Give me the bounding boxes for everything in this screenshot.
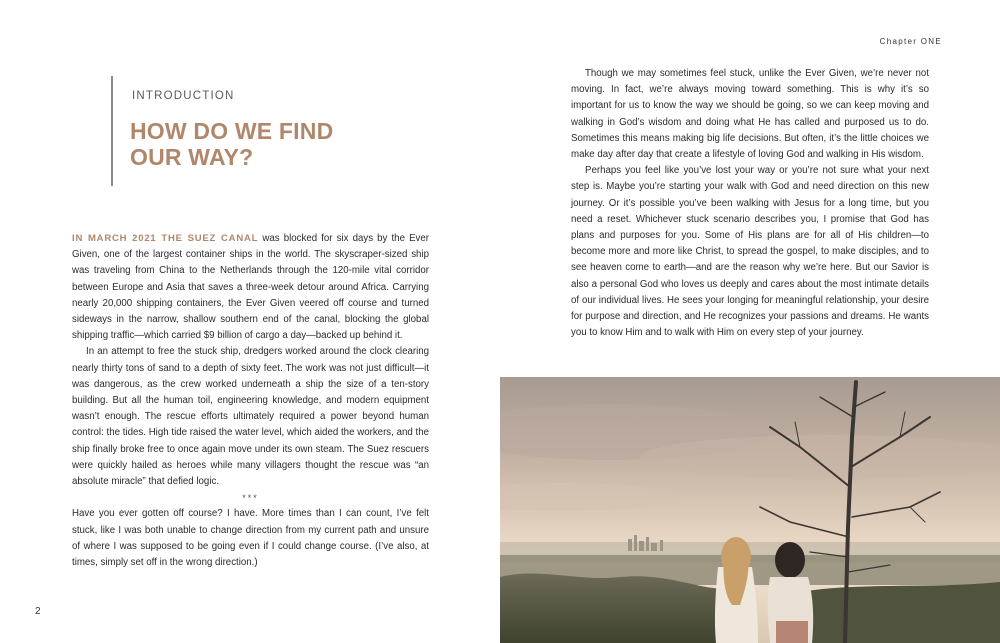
paragraph-off-course: Have you ever gotten off course? I have. More times than I can count, I’ve felt stuck, like I was both unable to change direction from my current path and unsure of where I was supposed to be going even if I could change course. (I’ve also, at times, simply set off in the wrong direction.) [72,508,429,569]
paragraph-never-not-moving: Though we may sometimes feel stuck, unlike the Ever Given, we’re never not moving. In fact, we’re always moving toward something. This is why it’s so important for us to know the way we should be going, so we can keep moving and walking in God’s wisdom and doing what He has called and purposed us to do. Sometimes this means making big life decisions. But often, it’s the little choices we make day after day that create a lifestyle of loving God and walking in His wisdom. [571,68,929,161]
foreground-hill-right [800,582,1000,643]
photo-two-women-overlooking-city [500,377,1000,643]
paragraph-suez-canal-body: was blocked for six days by the Ever Given, one of the largest container ships in the world. The skyscraper-sized ship was traveling from China to the Netherlands through the 120-mile vital corridor between Europe and Asia that saves a three-week detour around Africa. Carrying nearly 20,000 shipping containers, the Ever Given veered off course and turned sideways in the narrow, shallow southern end of the canal, blocking the global shipping traffic—which carried $9 billion of cargo a day—backed up behind it. [72,233,429,342]
paragraph-rescue: In an attempt to free the stuck ship, dredgers worked around the clock clearing nearly thirty tons of sand to a depth of sixty feet. The work was not just difficult—it was dangerous, as the crew worked underneath a ship the size of a ten-story building. But all the human toil, engineering knowledge, and modern equipment wasn’t enough. The rescue efforts ultimately required a power beyond human control: the tides. High tide raised the water level, which aided the workers, and the ship finally broke free to once again move under its own steam. The Suez rescuers were quickly hailed as heroes while many villagers thought the rescue was “an absolute miracle” that defied logic. [72,346,429,488]
intro-vertical-rule [111,76,113,186]
paragraph-suez-canal [72,231,429,344]
page-number: 2 [35,606,41,617]
paragraph-lost-your-way: Perhaps you feel like you’ve lost your way or you’re not sure what your next step is. Maybe you’re starting your walk with God and need direction on this new journey. Or it’s possible you’ve been walking with Jesus for a long time, but you need a reset. Whichever stuck scenario describes you, I promise that God has plans and purposes for you. Some of His plans are for all of His children—to become more and more like Christ, to spread the gospel, to make disciples, and to see heaven come to earth—and are the reason why we’re here. But our Savior is also a personal God who loves us deeply and cares about the most intimate details of our individual lives. He sees your longing for meaningful relationship, your desire for purpose and direction, and He recognizes your passions and dreams. He wants you to know Him and to walk with Him on every step of your journey. [571,165,929,339]
lead-in-text: IN MARCH 2021 THE SUEZ CANAL [72,233,259,244]
right-text-column [571,66,929,341]
intro-label: INTRODUCTION [132,90,235,102]
running-head: Chapter ONE [879,37,942,46]
section-break: *** [242,493,259,504]
right-page [500,0,1000,643]
chapter-title: HOW DO WE FIND OUR WAY? [130,118,334,170]
left-text-column [72,231,429,571]
photo-illustration [500,377,1000,643]
